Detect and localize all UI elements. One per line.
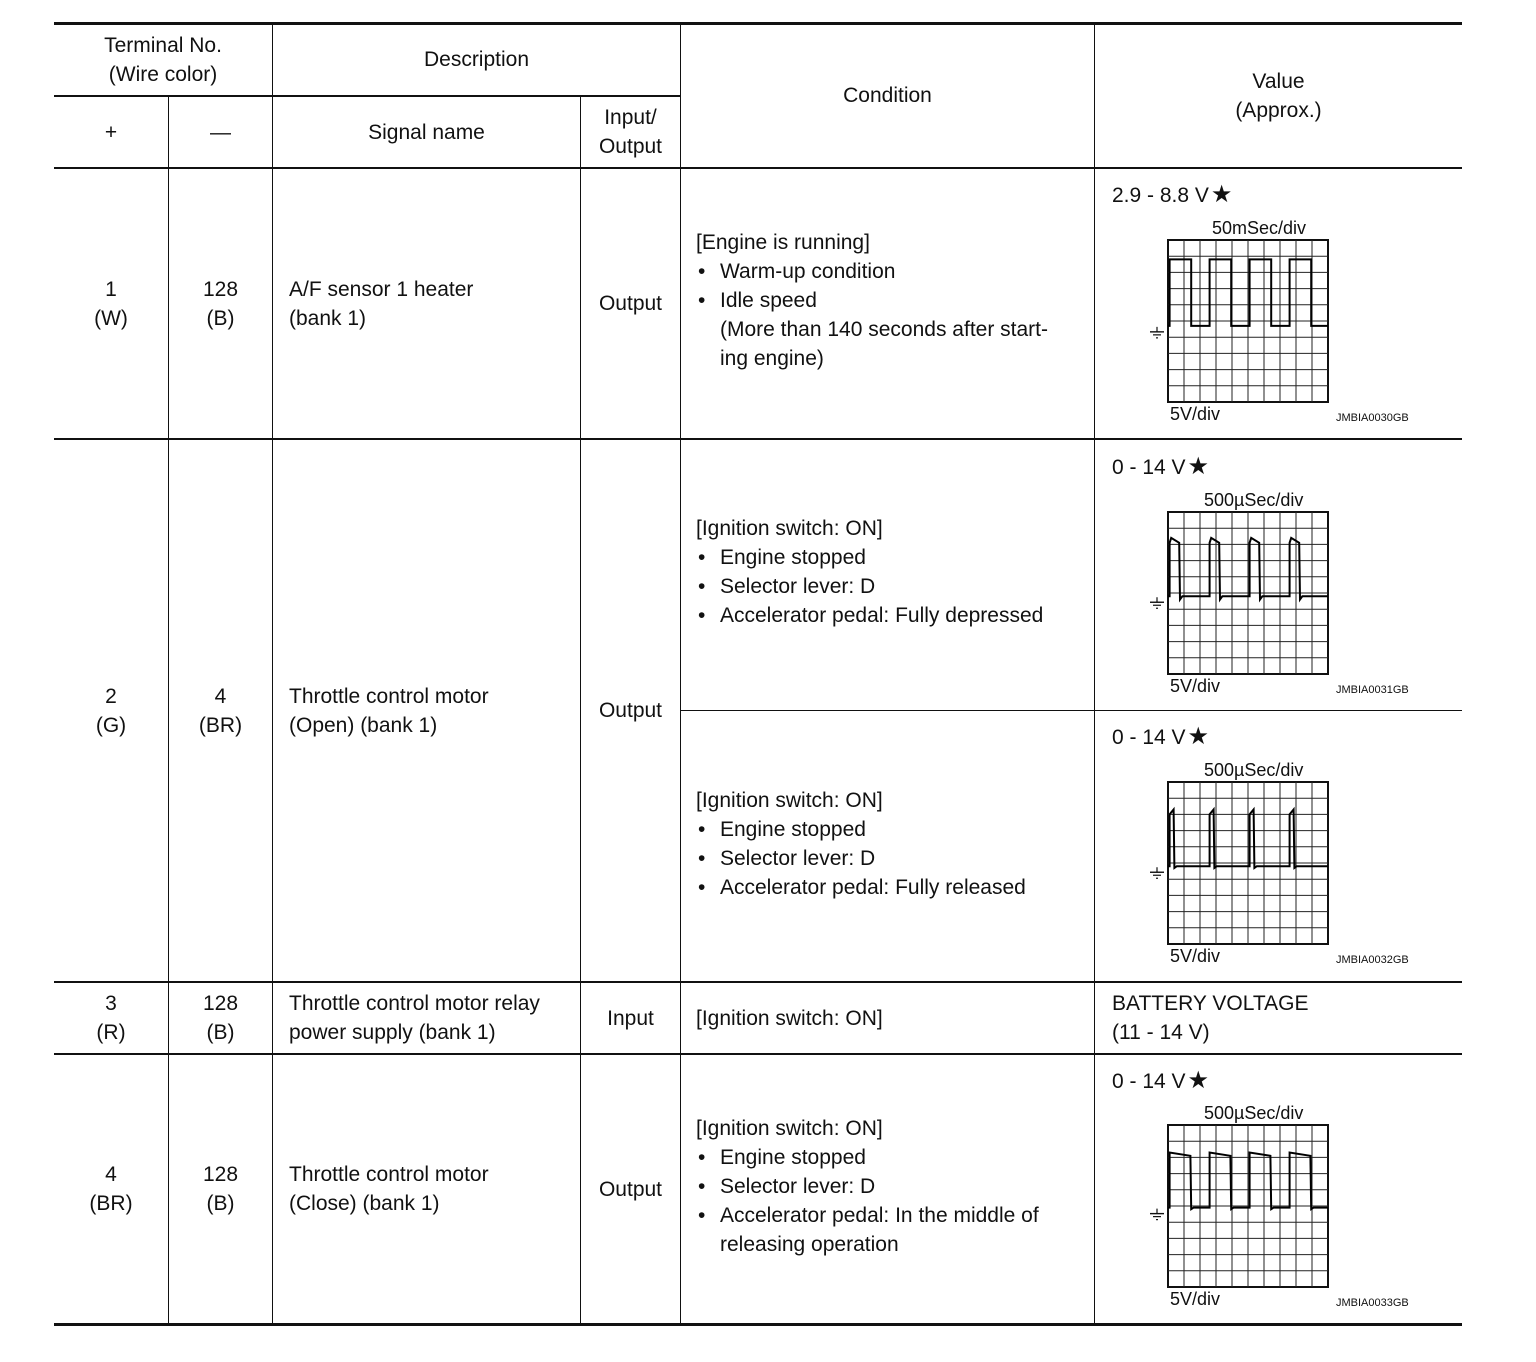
row2-minus-color: (BR) bbox=[198, 713, 243, 737]
row3-io bbox=[581, 983, 680, 1053]
oscilloscope-waveform bbox=[1140, 240, 1340, 410]
row1-signal-line2: (bank 1) bbox=[289, 306, 367, 330]
header-terminal-no: Terminal No. bbox=[104, 33, 222, 57]
row4-io-label: Output bbox=[598, 1177, 663, 1201]
header-value bbox=[1095, 24, 1462, 167]
header-condition-label: Condition bbox=[843, 84, 932, 107]
row4-plus-num: 4 bbox=[105, 1163, 117, 1186]
row1-signal bbox=[289, 169, 579, 438]
row4-io bbox=[581, 1055, 680, 1323]
header-input-label: Input/ bbox=[604, 106, 657, 129]
row3-plus-color: (R) bbox=[96, 1021, 126, 1044]
row2b-scope-volt-div: 5V/div bbox=[1170, 946, 1221, 966]
header-terminal bbox=[54, 24, 272, 95]
row4-condition bbox=[696, 1114, 1088, 1259]
row4-condition-bullet: • Accelerator pedal: In the middle of bbox=[696, 1201, 1088, 1230]
row4-condition-title: [Ignition switch: ON] bbox=[696, 1117, 883, 1140]
row1-scope-figure-id: JMBIA0030GB bbox=[1336, 412, 1409, 424]
row1-condition bbox=[696, 228, 1088, 373]
header-wire-color: (Wire color) bbox=[108, 62, 218, 86]
header-condition bbox=[681, 24, 1094, 167]
row4-value-text: 0 - 14 V bbox=[1112, 1070, 1186, 1093]
row3-io-label: Input bbox=[607, 1006, 654, 1030]
row2a-condition-bullet: • Selector lever: D bbox=[696, 572, 1088, 601]
table-bottom-rule bbox=[54, 1323, 1462, 1326]
row2b-condition-bullet: • Accelerator pedal: Fully released bbox=[696, 873, 1088, 902]
row3-value bbox=[1112, 983, 1452, 1053]
oscilloscope-waveform bbox=[1140, 1125, 1340, 1295]
row2-signal bbox=[289, 440, 579, 981]
row1-condition-bullet: • Idle speed bbox=[696, 286, 1088, 315]
header-minus bbox=[169, 97, 272, 167]
row2b-condition bbox=[696, 786, 1088, 902]
row3-signal bbox=[289, 983, 579, 1053]
oscilloscope-waveform bbox=[1140, 512, 1340, 682]
row1-plus-num: 1 bbox=[105, 277, 117, 301]
row2-io-label: Output bbox=[598, 699, 663, 722]
row2b-scope bbox=[1140, 758, 1440, 973]
row2b-condition-title: [Ignition switch: ON] bbox=[696, 789, 883, 812]
row1-condition-title: [Engine is running] bbox=[696, 231, 870, 254]
row1-minus-num: 128 bbox=[202, 277, 239, 301]
row1-scope bbox=[1140, 216, 1440, 431]
row1-io-label: Output bbox=[598, 292, 663, 315]
row2-split-rule bbox=[680, 710, 1462, 711]
row1-plus-color: (W) bbox=[94, 306, 128, 330]
row2a-condition-title: [Ignition switch: ON] bbox=[696, 517, 883, 540]
header-minus-label: — bbox=[210, 120, 231, 144]
row3-signal-line2: power supply (bank 1) bbox=[289, 1021, 496, 1044]
row1-condition-note2: ing engine) bbox=[720, 347, 824, 370]
row1-io bbox=[581, 169, 680, 438]
row1-condition-list bbox=[696, 257, 1088, 315]
header-plus bbox=[54, 97, 168, 167]
row4-scope-volt-div: 5V/div bbox=[1170, 1289, 1221, 1309]
col-rule-condition-value bbox=[1094, 24, 1095, 1324]
star-icon: ★ bbox=[1210, 181, 1233, 208]
header-signal-name-label: Signal name bbox=[368, 120, 485, 144]
row2a-value-text: 0 - 14 V bbox=[1112, 456, 1186, 479]
row4-value bbox=[1112, 1066, 1209, 1096]
row1-condition-bullet: • Warm-up condition bbox=[696, 257, 1088, 286]
row2a-condition-bullet: • Engine stopped bbox=[696, 543, 1088, 572]
row3-minus-color: (B) bbox=[206, 1021, 235, 1044]
row4-scope-figure-id: JMBIA0033GB bbox=[1336, 1297, 1409, 1309]
row1-scope-volt-div: 5V/div bbox=[1170, 404, 1221, 424]
row2-plus-num: 2 bbox=[105, 684, 117, 708]
row4-scope bbox=[1140, 1101, 1440, 1316]
header-plus-label: + bbox=[104, 120, 118, 144]
row2b-condition-bullet: • Selector lever: D bbox=[696, 844, 1088, 873]
row4-plus-color: (BR) bbox=[89, 1192, 133, 1215]
row4-condition-list bbox=[696, 1143, 1088, 1230]
row4-condition-bullet: • Selector lever: D bbox=[696, 1172, 1088, 1201]
row1-minus-color: (B) bbox=[206, 306, 235, 330]
row4-minus bbox=[169, 1055, 272, 1323]
header-value-label: Value bbox=[1252, 69, 1305, 93]
row3-minus-num: 128 bbox=[202, 992, 239, 1015]
row2-minus-num: 4 bbox=[214, 684, 227, 708]
row2a-scope-time-div: 500µSec/div bbox=[1204, 490, 1304, 510]
row2-plus bbox=[54, 440, 168, 981]
row1-minus bbox=[169, 169, 272, 438]
row4-condition-note1: releasing operation bbox=[720, 1233, 899, 1256]
row3-minus bbox=[169, 983, 272, 1053]
row1-value bbox=[1112, 180, 1232, 210]
star-icon: ★ bbox=[1187, 723, 1210, 750]
header-description bbox=[273, 24, 680, 95]
row3-plus-num: 3 bbox=[105, 992, 117, 1015]
row2b-condition-list bbox=[696, 815, 1088, 902]
row2b-condition-bullet: • Engine stopped bbox=[696, 815, 1088, 844]
row4-signal-line2: (Close) (bank 1) bbox=[289, 1192, 440, 1215]
header-approx-label: (Approx.) bbox=[1235, 98, 1322, 122]
row4-minus-color: (B) bbox=[206, 1192, 235, 1215]
row3-value-line2: (11 - 14 V) bbox=[1112, 1021, 1210, 1044]
row2a-condition bbox=[696, 514, 1088, 630]
row4-minus-num: 128 bbox=[202, 1163, 239, 1186]
row1-value-text: 2.9 - 8.8 V bbox=[1112, 184, 1209, 207]
row3-value-line1: BATTERY VOLTAGE bbox=[1112, 992, 1309, 1015]
row2b-scope-time-div: 500µSec/div bbox=[1204, 760, 1304, 780]
row4-condition-bullet: • Engine stopped bbox=[696, 1143, 1088, 1172]
row1-condition-note1: (More than 140 seconds after start- bbox=[720, 318, 1048, 341]
row2a-scope-figure-id: JMBIA0031GB bbox=[1336, 684, 1409, 696]
row2-plus-color: (G) bbox=[95, 713, 127, 737]
row2a-condition-list bbox=[696, 543, 1088, 630]
row4-signal bbox=[289, 1055, 579, 1323]
header-signal-name bbox=[273, 97, 580, 167]
header-description-label: Description bbox=[423, 48, 530, 71]
oscilloscope-waveform bbox=[1140, 782, 1340, 952]
col-rule-minus-signal bbox=[272, 24, 273, 1324]
row3-condition bbox=[696, 983, 1088, 1053]
row3-condition-title: [Ignition switch: ON] bbox=[696, 1006, 883, 1030]
star-icon: ★ bbox=[1187, 453, 1210, 480]
row2-signal-line2: (Open) (bank 1) bbox=[289, 713, 438, 737]
row3-signal-line1: Throttle control motor relay bbox=[289, 992, 540, 1015]
row1-scope-time-div: 50mSec/div bbox=[1212, 218, 1307, 238]
row2a-condition-bullet: • Accelerator pedal: Fully depressed bbox=[696, 601, 1088, 630]
row4-scope-time-div: 500µSec/div bbox=[1204, 1103, 1304, 1123]
col-rule-io-condition bbox=[680, 24, 681, 1324]
header-io bbox=[581, 97, 680, 167]
row2-minus bbox=[169, 440, 272, 981]
header-output-label: Output bbox=[598, 135, 663, 158]
row4-plus bbox=[54, 1055, 168, 1323]
row2b-scope-figure-id: JMBIA0032GB bbox=[1336, 954, 1409, 966]
row4-signal-line1: Throttle control motor bbox=[289, 1163, 489, 1186]
row2a-scope bbox=[1140, 488, 1440, 703]
row2a-scope-volt-div: 5V/div bbox=[1170, 676, 1221, 696]
row1-plus bbox=[54, 169, 168, 438]
row3-plus bbox=[54, 983, 168, 1053]
row1-signal-line1: A/F sensor 1 heater bbox=[289, 277, 474, 301]
row2-signal-line1: Throttle control motor bbox=[289, 684, 489, 708]
row2-io bbox=[581, 440, 680, 981]
row2b-value-text: 0 - 14 V bbox=[1112, 726, 1186, 749]
row2b-value bbox=[1112, 722, 1209, 752]
star-icon: ★ bbox=[1187, 1067, 1210, 1094]
row2a-value bbox=[1112, 452, 1209, 482]
